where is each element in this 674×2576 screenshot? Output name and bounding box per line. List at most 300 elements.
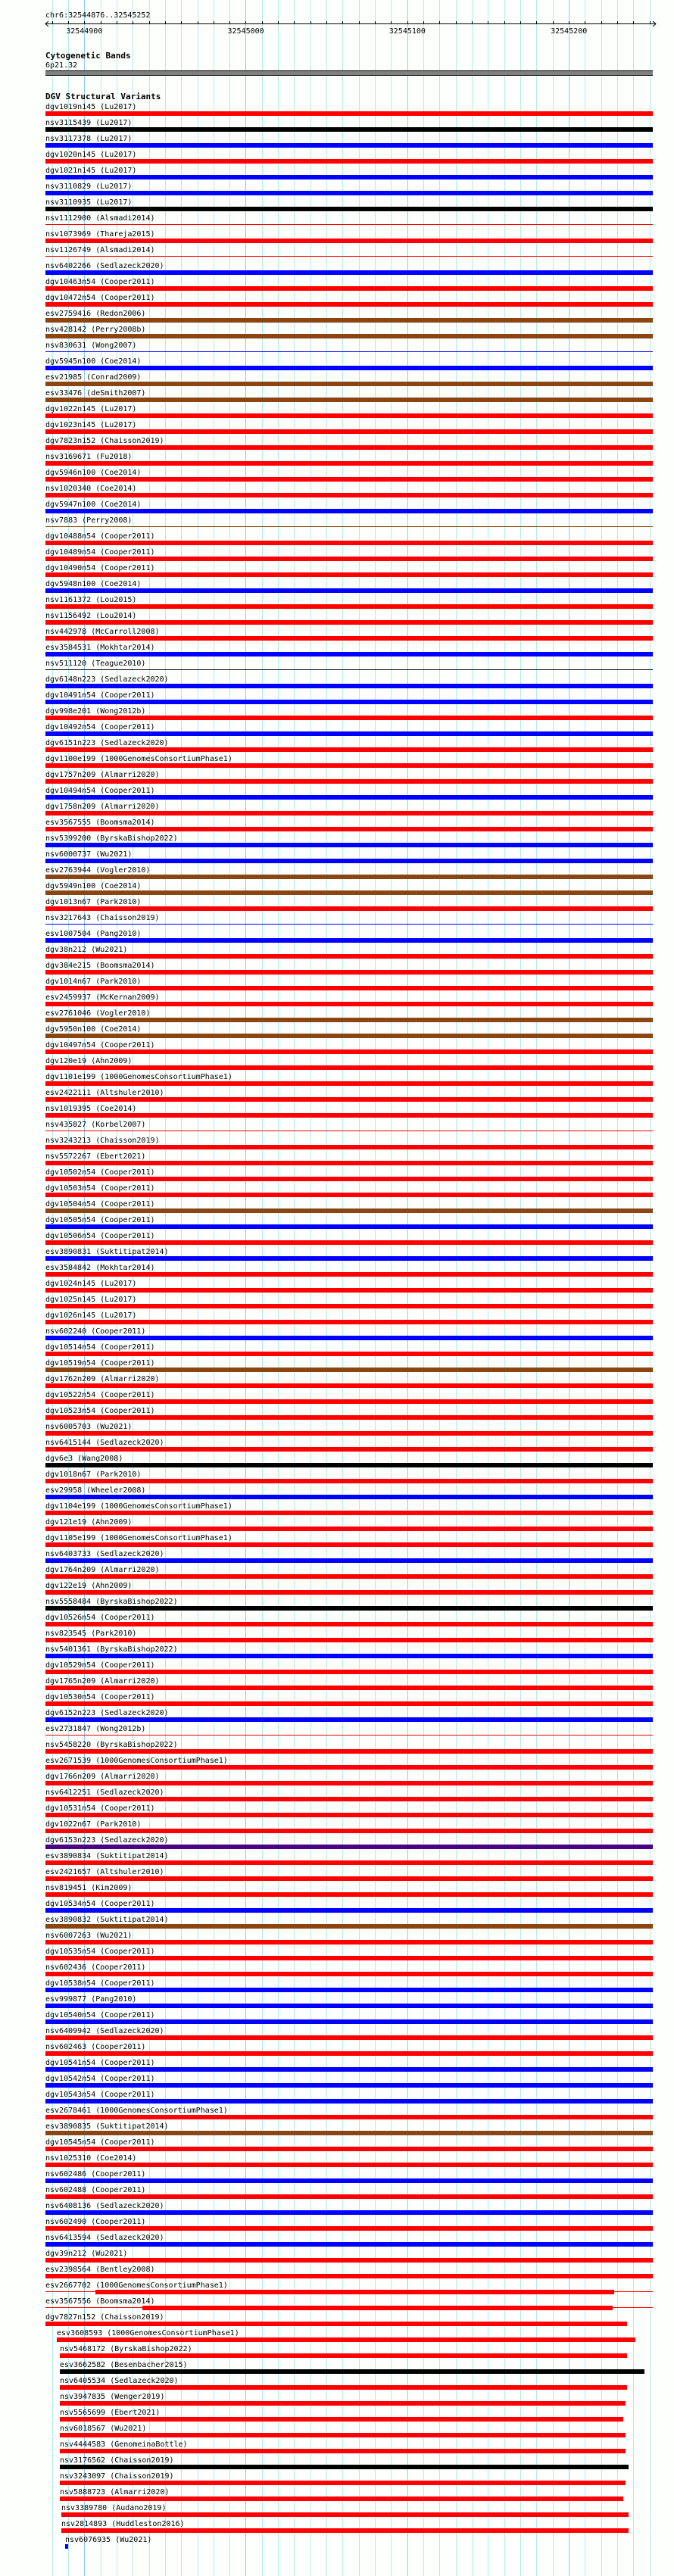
variant-bar[interactable] (45, 875, 653, 879)
variant-bar[interactable] (45, 270, 653, 275)
variant-row[interactable] (0, 612, 674, 628)
variant-label[interactable]: dgv1762n209 (Almarri2020) (45, 1375, 160, 1383)
variant-label[interactable]: esv2459937 (McKernan2009) (45, 993, 160, 1002)
variant-bar[interactable] (45, 1701, 653, 1706)
variant-row[interactable] (0, 2107, 674, 2122)
variant-row[interactable] (0, 2361, 674, 2377)
variant-label[interactable]: nsv602436 (Cooper2011) (45, 1963, 146, 1972)
variant-bar[interactable] (61, 2512, 629, 2517)
variant-row[interactable] (0, 405, 674, 421)
variant-label[interactable]: nsv5565699 (Ebert2021) (60, 2409, 161, 2417)
variant-bar[interactable] (45, 2067, 653, 2072)
variant-label[interactable]: nsv2814893 (Huddleston2016) (61, 2520, 185, 2528)
variant-bar[interactable] (45, 1765, 653, 1770)
variant-row[interactable] (0, 1550, 674, 1566)
variant-label[interactable]: dgv5945n100 (Coe2014) (45, 357, 142, 366)
variant-label[interactable]: dgv7823n152 (Chaisson2019) (45, 437, 164, 445)
variant-bar[interactable] (45, 1845, 653, 1849)
variant-bar[interactable] (45, 1495, 653, 1499)
variant-bar[interactable] (45, 1240, 653, 1245)
variant-bar[interactable] (45, 1352, 653, 1356)
variant-label[interactable]: dgv1765n209 (Almarri2020) (45, 1677, 160, 1686)
variant-label[interactable]: dgv39n212 (Wu2021) (45, 2250, 128, 2258)
variant-label[interactable]: esv2398564 (Bentley2008) (45, 2266, 155, 2274)
variant-bar[interactable] (45, 382, 653, 386)
variant-label[interactable]: nsv5558484 (ByrskaBishop2022) (45, 1598, 178, 1606)
variant-label[interactable]: dgv10529n54 (Cooper2011) (45, 1661, 155, 1670)
variant-row[interactable] (0, 2345, 674, 2361)
variant-label[interactable]: esv29958 (Wheeler2008) (45, 1486, 146, 1495)
variant-row[interactable] (0, 469, 674, 485)
variant-bar[interactable] (45, 1081, 653, 1086)
variant-row[interactable] (0, 1009, 674, 1025)
variant-bar[interactable] (45, 1606, 653, 1611)
variant-bar[interactable] (65, 2544, 68, 2549)
position-ruler[interactable] (0, 0, 674, 45)
variant-bar[interactable] (45, 588, 653, 593)
variant-row[interactable] (0, 2488, 674, 2504)
variant-row[interactable] (0, 850, 674, 866)
variant-bar[interactable] (60, 2353, 627, 2358)
variant-label[interactable]: nsv428142 (Perry2008b) (45, 326, 146, 334)
variant-label[interactable]: nsv6402266 (Sedlazeck2020) (45, 262, 164, 270)
variant-bar[interactable] (45, 1399, 653, 1404)
variant-row[interactable] (0, 1709, 674, 1725)
variant-label[interactable]: esv2422111 (Altshuler2010) (45, 1089, 164, 1097)
variant-bar[interactable] (45, 1145, 653, 1149)
variant-label[interactable]: nsv602488 (Cooper2011) (45, 2186, 146, 2194)
variant-row[interactable] (0, 1470, 674, 1486)
variant-bar[interactable] (45, 509, 653, 513)
variant-bar[interactable] (45, 1940, 653, 1944)
variant-label[interactable]: esv3662582 (Besenbacher2015) (60, 2361, 188, 2369)
variant-bar[interactable] (45, 938, 653, 943)
variant-row[interactable] (0, 373, 674, 389)
variant-row[interactable] (0, 262, 674, 278)
variant-label[interactable]: nsv6412251 (Sedlazeck2020) (45, 1789, 164, 1797)
variant-row[interactable] (0, 1168, 674, 1184)
variant-row[interactable] (0, 326, 674, 341)
variant-label[interactable]: esv21985 (Conrad2009) (45, 373, 142, 382)
variant-bar[interactable] (60, 2401, 626, 2406)
variant-row[interactable] (0, 1836, 674, 1852)
variant-row[interactable] (0, 1073, 674, 1089)
variant-row[interactable] (0, 2281, 674, 2297)
variant-row[interactable] (0, 1216, 674, 1232)
variant-row[interactable] (0, 198, 674, 214)
variant-row[interactable] (0, 2250, 674, 2266)
variant-label[interactable]: dgv1758n209 (Almarri2020) (45, 803, 160, 811)
variant-bar[interactable] (45, 493, 653, 497)
variant-label[interactable]: nsv511120 (Teague2010) (45, 660, 146, 668)
variant-label[interactable]: dgv10540n54 (Cooper2011) (45, 2011, 155, 2019)
variant-label[interactable]: nsv3110935 (Lu2017) (45, 198, 133, 207)
variant-label[interactable]: dgv121e19 (Ahn2009) (45, 1518, 133, 1527)
variant-row[interactable] (0, 2456, 674, 2472)
variant-row[interactable] (0, 596, 674, 612)
variant-row[interactable] (0, 1391, 674, 1407)
variant-bar[interactable] (45, 1781, 653, 1785)
variant-bar[interactable] (45, 1972, 653, 1976)
variant-bar[interactable] (45, 1193, 653, 1197)
variant-bar[interactable] (45, 811, 653, 816)
variant-label[interactable]: dgv10463n54 (Cooper2011) (45, 278, 155, 286)
variant-bar[interactable] (45, 2131, 653, 2135)
variant-label[interactable]: dgv1100e199 (1000GenomesConsortiumPhase1) (45, 755, 232, 763)
variant-bar-thin[interactable] (45, 669, 653, 670)
variant-row[interactable] (0, 2186, 674, 2202)
variant-row[interactable] (0, 548, 674, 564)
variant-label[interactable]: esv3567556 (Boomsma2014) (45, 2297, 155, 2306)
variant-row[interactable] (0, 1296, 674, 1311)
variant-row[interactable] (0, 389, 674, 405)
variant-bar[interactable] (45, 1590, 653, 1595)
variant-row[interactable] (0, 1248, 674, 1264)
variant-label[interactable]: dgv1018n67 (Park2010) (45, 1470, 142, 1479)
variant-label[interactable]: esv2731847 (Wong2012b) (45, 1725, 146, 1733)
variant-label[interactable]: nsv1126749 (Alsmadi2014) (45, 246, 155, 254)
variant-bar[interactable] (45, 1447, 653, 1452)
variant-label[interactable]: nsv602490 (Cooper2011) (45, 2218, 146, 2226)
variant-row[interactable] (0, 1820, 674, 1836)
variant-bar[interactable] (60, 2385, 627, 2390)
variant-bar[interactable] (45, 970, 653, 975)
variant-label[interactable]: dgv6e3 (Wang2008) (45, 1455, 123, 1463)
variant-bar[interactable] (45, 2178, 653, 2183)
variant-bar[interactable] (45, 1208, 653, 1213)
variant-bar[interactable] (45, 684, 653, 688)
variant-label[interactable]: dgv5946n100 (Coe2014) (45, 469, 142, 477)
variant-bar[interactable] (45, 318, 653, 323)
variant-label[interactable]: nsv5401361 (ByrskaBishop2022) (45, 1645, 178, 1654)
variant-row[interactable] (0, 1089, 674, 1105)
variant-row[interactable] (0, 2266, 674, 2281)
variant-row[interactable] (0, 151, 674, 167)
variant-label[interactable]: nsv823545 (Park2010) (45, 1629, 137, 1638)
variant-label[interactable]: nsv1112900 (Alsmadi2014) (45, 214, 155, 223)
variant-bar[interactable] (45, 795, 653, 800)
variant-label[interactable]: nsv5468172 (ByrskaBishop2022) (60, 2345, 192, 2353)
variant-bar[interactable] (45, 2163, 653, 2167)
variant-bar[interactable] (45, 2274, 653, 2278)
variant-bar[interactable] (45, 1924, 653, 1929)
variant-label[interactable]: nsv3389780 (Audano2019) (61, 2504, 167, 2512)
variant-label[interactable]: nsv6405534 (Sedlazeck2020) (60, 2377, 179, 2385)
variant-row[interactable] (0, 2409, 674, 2425)
variant-bar-thin[interactable] (45, 1735, 653, 1736)
variant-row[interactable] (0, 2202, 674, 2218)
variant-label[interactable]: nsv3947835 (Wenger2019) (60, 2393, 165, 2401)
variant-row[interactable] (0, 1852, 674, 1868)
variant-label[interactable]: nsv602486 (Cooper2011) (45, 2170, 146, 2178)
variant-label[interactable]: dgv1022n145 (Lu2017) (45, 405, 137, 413)
variant-label[interactable]: esv3608593 (1000GenomesConsortiumPhase1) (57, 2329, 239, 2337)
variant-label[interactable]: dgv122e19 (Ahn2009) (45, 1582, 133, 1590)
variant-bar[interactable] (45, 827, 653, 831)
variant-row[interactable] (0, 1948, 674, 1963)
variant-bar[interactable] (45, 1018, 653, 1022)
variant-row[interactable] (0, 453, 674, 469)
variant-bar[interactable] (45, 1049, 653, 1054)
variant-bar[interactable] (45, 1224, 653, 1229)
variant-bar[interactable] (45, 541, 653, 545)
variant-bar[interactable] (45, 1542, 653, 1547)
variant-label[interactable]: nsv6409942 (Sedlazeck2020) (45, 2027, 164, 2035)
variant-bar[interactable] (45, 2210, 653, 2215)
variant-row[interactable] (0, 1105, 674, 1121)
variant-row[interactable] (0, 1995, 674, 2011)
variant-bar[interactable] (60, 2433, 626, 2437)
variant-label[interactable]: nsv6408136 (Sedlazeck2020) (45, 2202, 164, 2210)
variant-row[interactable] (0, 914, 674, 930)
variant-label[interactable]: esv1007504 (Pang2010) (45, 930, 142, 938)
variant-bar[interactable] (45, 1797, 653, 1801)
variant-label[interactable]: nsv6413594 (Sedlazeck2020) (45, 2234, 164, 2242)
variant-label[interactable]: esv2761046 (Vogler2010) (45, 1009, 151, 1018)
variant-label[interactable]: esv3567555 (Boomsma2014) (45, 819, 155, 827)
variant-row[interactable] (0, 1280, 674, 1296)
variant-row[interactable] (0, 2393, 674, 2409)
variant-label[interactable]: dgv384e215 (Boomsma2014) (45, 962, 155, 970)
variant-label[interactable]: nsv6007263 (Wu2021) (45, 1932, 133, 1940)
variant-row[interactable] (0, 246, 674, 262)
variant-row[interactable] (0, 294, 674, 310)
variant-bar[interactable] (45, 1272, 653, 1277)
variant-bar[interactable] (45, 906, 653, 911)
variant-row[interactable] (0, 1041, 674, 1057)
variant-bar[interactable] (45, 1161, 653, 1165)
variant-bar[interactable] (45, 1654, 653, 1658)
variant-label[interactable]: dgv10543n54 (Cooper2011) (45, 2091, 155, 2099)
variant-row[interactable] (0, 834, 674, 850)
variant-label[interactable]: nsv1073969 (Thareja2015) (45, 230, 155, 239)
variant-label[interactable]: nsv3217643 (Chaisson2019) (45, 914, 160, 922)
variant-bar[interactable] (57, 2337, 635, 2342)
variant-row[interactable] (0, 978, 674, 993)
variant-label[interactable]: dgv10535n54 (Cooper2011) (45, 1948, 155, 1956)
variant-bar[interactable] (45, 986, 653, 990)
variant-row[interactable] (0, 2329, 674, 2345)
variant-label[interactable]: dgv120e19 (Ahn2009) (45, 1057, 133, 1065)
variant-bar[interactable] (45, 1304, 653, 1308)
variant-label[interactable]: nsv1019395 (Coe2014) (45, 1105, 137, 1113)
variant-bar[interactable] (45, 843, 653, 847)
variant-bar[interactable] (45, 954, 653, 959)
variant-row[interactable] (0, 739, 674, 755)
variant-label[interactable]: dgv10522n54 (Cooper2011) (45, 1391, 155, 1399)
variant-label[interactable]: esv3890834 (Suktitipat2014) (45, 1852, 169, 1860)
variant-row[interactable] (0, 564, 674, 580)
variant-bar[interactable] (45, 1336, 653, 1340)
variant-label[interactable]: dgv10504n54 (Cooper2011) (45, 1200, 155, 1208)
variant-bar[interactable] (45, 127, 653, 132)
variant-label[interactable]: esv2763944 (Vogler2010) (45, 866, 151, 875)
variant-bar-thin[interactable] (45, 224, 653, 225)
variant-row[interactable] (0, 691, 674, 707)
variant-bar[interactable] (45, 1988, 653, 1992)
variant-bar[interactable] (45, 1368, 653, 1372)
variant-bar[interactable] (45, 1113, 653, 1118)
variant-row[interactable] (0, 1598, 674, 1614)
variant-label[interactable]: esv2421657 (Altshuler2010) (45, 1868, 164, 1876)
variant-row[interactable] (0, 1518, 674, 1534)
variant-row[interactable] (0, 2138, 674, 2154)
variant-bar[interactable] (45, 1638, 653, 1642)
variant-label[interactable]: esv3890835 (Suktitipat2014) (45, 2122, 169, 2131)
variant-row[interactable] (0, 1725, 674, 1741)
variant-row[interactable] (0, 1455, 674, 1470)
variant-label[interactable]: nsv3117378 (Lu2017) (45, 135, 133, 143)
variant-bar-thin[interactable] (45, 256, 653, 257)
variant-row[interactable] (0, 2027, 674, 2043)
variant-bar[interactable] (45, 2019, 653, 2024)
variant-bar[interactable] (45, 1670, 653, 1674)
variant-row[interactable] (0, 1359, 674, 1375)
variant-label[interactable]: dgv10506n54 (Cooper2011) (45, 1232, 155, 1240)
variant-row[interactable] (0, 675, 674, 691)
variant-label[interactable]: dgv5947n100 (Coe2014) (45, 501, 142, 509)
variant-bar[interactable] (45, 2004, 653, 2008)
variant-label[interactable]: nsv5572267 (Ebert2021) (45, 1152, 146, 1161)
variant-label[interactable]: nsv819451 (Kim2009) (45, 1884, 133, 1892)
variant-label[interactable]: dgv10545n54 (Cooper2011) (45, 2138, 155, 2147)
variant-bar[interactable] (45, 1574, 653, 1579)
variant-row[interactable] (0, 1868, 674, 1884)
variant-row[interactable] (0, 230, 674, 246)
variant-row[interactable] (0, 2170, 674, 2186)
variant-label[interactable]: dgv10502n54 (Cooper2011) (45, 1168, 155, 1177)
variant-label[interactable]: dgv10538n54 (Cooper2011) (45, 1979, 155, 1988)
variant-bar[interactable] (45, 890, 653, 895)
variant-label[interactable]: dgv10505n54 (Cooper2011) (45, 1216, 155, 1224)
variant-bar[interactable] (45, 302, 653, 307)
variant-row[interactable] (0, 2234, 674, 2250)
variant-label[interactable]: nsv5458220 (ByrskaBishop2022) (45, 1741, 178, 1749)
variant-label[interactable]: dgv5950n100 (Coe2014) (45, 1025, 142, 1034)
variant-label[interactable]: nsv435827 (Korbel2007) (45, 1121, 146, 1129)
variant-label[interactable]: dgv1024n145 (Lu2017) (45, 1280, 137, 1288)
variant-label[interactable]: dgv10494n54 (Cooper2011) (45, 787, 155, 795)
variant-bar[interactable] (45, 1813, 653, 1817)
variant-label[interactable]: esv3584842 (Mokhtar2014) (45, 1264, 155, 1272)
variant-row[interactable] (0, 2075, 674, 2091)
variant-label[interactable]: esv3584531 (Mokhtar2014) (45, 644, 155, 652)
variant-row[interactable] (0, 1614, 674, 1629)
variant-bar[interactable] (45, 1511, 653, 1515)
variant-row[interactable] (0, 2536, 674, 2552)
variant-row[interactable] (0, 1661, 674, 1677)
variant-label[interactable]: esv999877 (Pang2010) (45, 1995, 137, 2004)
variant-bar[interactable] (45, 1876, 653, 1881)
variant-label[interactable]: dgv10488n54 (Cooper2011) (45, 532, 155, 541)
variant-label[interactable]: nsv1020340 (Coe2014) (45, 485, 137, 493)
variant-label[interactable]: dgv10489n54 (Cooper2011) (45, 548, 155, 557)
variant-row[interactable] (0, 1900, 674, 1916)
variant-row[interactable] (0, 707, 674, 723)
variant-label[interactable]: nsv602463 (Cooper2011) (45, 2043, 146, 2051)
variant-label[interactable]: dgv1021n145 (Lu2017) (45, 167, 137, 175)
variant-row[interactable] (0, 2091, 674, 2107)
variant-row[interactable] (0, 2297, 674, 2313)
variant-label[interactable]: dgv10514n54 (Cooper2011) (45, 1343, 155, 1352)
variant-label[interactable]: nsv6076935 (Wu2021) (65, 2536, 152, 2544)
variant-row[interactable] (0, 119, 674, 135)
variant-bar[interactable] (45, 731, 653, 736)
variant-row[interactable] (0, 1741, 674, 1757)
variant-row[interactable] (0, 103, 674, 119)
variant-row[interactable] (0, 1375, 674, 1391)
variant-bar[interactable] (142, 2306, 613, 2310)
variant-bar[interactable] (45, 747, 653, 752)
variant-label[interactable]: dgv10497n54 (Cooper2011) (45, 1041, 155, 1049)
variant-bar[interactable] (45, 716, 653, 720)
variant-bar[interactable] (45, 1256, 653, 1261)
variant-row[interactable] (0, 1645, 674, 1661)
variant-label[interactable]: dgv1020n145 (Lu2017) (45, 151, 137, 159)
variant-row[interactable] (0, 1629, 674, 1645)
variant-label[interactable]: nsv3110829 (Lu2017) (45, 182, 133, 191)
variant-label[interactable]: dgv10519n54 (Cooper2011) (45, 1359, 155, 1368)
variant-row[interactable] (0, 341, 674, 357)
variant-label[interactable]: dgv10472n54 (Cooper2011) (45, 294, 155, 302)
variant-label[interactable]: dgv5949n100 (Coe2014) (45, 882, 142, 890)
variant-row[interactable] (0, 1693, 674, 1709)
variant-label[interactable]: dgv6151n223 (Sedlazeck2020) (45, 739, 169, 747)
variant-bar[interactable] (45, 620, 653, 625)
variant-bar[interactable] (45, 429, 653, 434)
variant-row[interactable] (0, 1804, 674, 1820)
variant-row[interactable] (0, 2218, 674, 2234)
variant-row[interactable] (0, 962, 674, 978)
variant-label[interactable]: nsv830631 (Wong2007) (45, 341, 137, 350)
variant-row[interactable] (0, 437, 674, 453)
variant-bar[interactable] (45, 1892, 653, 1897)
variant-row[interactable] (0, 182, 674, 198)
variant-label[interactable]: dgv10526n54 (Cooper2011) (45, 1614, 155, 1622)
variant-label[interactable]: dgv1025n145 (Lu2017) (45, 1296, 137, 1304)
variant-bar[interactable] (45, 2226, 653, 2231)
variant-row[interactable] (0, 485, 674, 501)
variant-label[interactable]: nsv6415144 (Sedlazeck2020) (45, 1439, 164, 1447)
variant-row[interactable] (0, 278, 674, 294)
variant-label[interactable]: dgv10534n54 (Cooper2011) (45, 1900, 155, 1908)
variant-bar[interactable] (45, 2242, 653, 2247)
variant-bar[interactable] (45, 477, 653, 482)
variant-row[interactable] (0, 135, 674, 151)
variant-row[interactable] (0, 898, 674, 914)
variant-label[interactable]: nsv5399200 (ByrskaBishop2022) (45, 834, 178, 843)
variant-row[interactable] (0, 993, 674, 1009)
variant-label[interactable]: esv2759416 (Redon2006) (45, 310, 146, 318)
variant-row[interactable] (0, 628, 674, 644)
variant-label[interactable]: dgv10503n54 (Cooper2011) (45, 1184, 155, 1193)
variant-label[interactable]: dgv10491n54 (Cooper2011) (45, 691, 155, 700)
variant-row[interactable] (0, 1677, 674, 1693)
variant-bar-thin[interactable] (45, 924, 653, 925)
variant-label[interactable]: dgv38n212 (Wu2021) (45, 946, 128, 954)
variant-bar[interactable] (45, 111, 653, 116)
variant-bar[interactable] (45, 1860, 653, 1865)
variant-row[interactable] (0, 214, 674, 230)
variant-bar[interactable] (45, 1463, 653, 1467)
variant-bar[interactable] (45, 366, 653, 370)
variant-row[interactable] (0, 755, 674, 771)
variant-row[interactable] (0, 1566, 674, 1582)
variant-bar[interactable] (45, 175, 653, 179)
variant-row[interactable] (0, 532, 674, 548)
variant-bar[interactable] (45, 1749, 653, 1754)
variant-row[interactable] (0, 2504, 674, 2520)
